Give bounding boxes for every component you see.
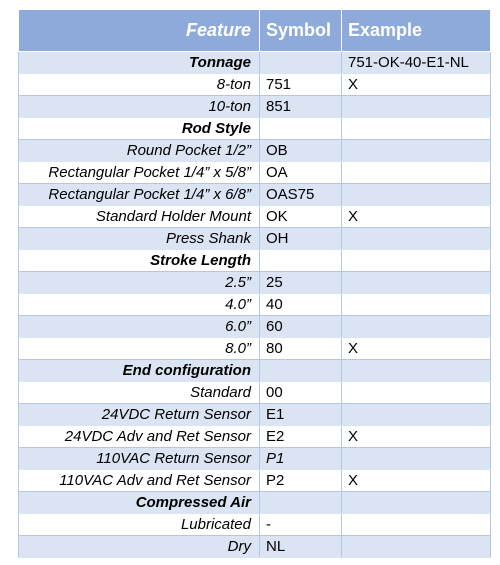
example-cell bbox=[342, 448, 491, 470]
table-row bbox=[19, 74, 491, 96]
table-row bbox=[19, 272, 491, 294]
table-group-row bbox=[19, 118, 491, 140]
feature-cell: Dry bbox=[19, 536, 260, 558]
group-heading-cell: Stroke Length bbox=[19, 250, 260, 272]
example-cell: X bbox=[342, 426, 491, 448]
symbol-cell: 80 bbox=[260, 338, 342, 360]
table-group-row bbox=[19, 52, 491, 74]
table-row bbox=[19, 536, 491, 558]
feature-cell: 8-ton bbox=[19, 74, 260, 96]
table-row bbox=[19, 228, 491, 250]
symbol-cell: OAS75 bbox=[260, 184, 342, 206]
feature-cell: 110VAC Adv and Ret Sensor bbox=[19, 470, 260, 492]
table-row bbox=[19, 382, 491, 404]
feature-cell: 24VDC Adv and Ret Sensor bbox=[19, 426, 260, 448]
feature-cell: Rectangular Pocket 1/4” x 6/8” bbox=[19, 184, 260, 206]
table-row bbox=[19, 338, 491, 360]
feature-column-header: Feature bbox=[19, 10, 260, 52]
symbol-cell: E2 bbox=[260, 426, 342, 448]
feature-cell: 6.0” bbox=[19, 316, 260, 338]
table-body bbox=[19, 52, 491, 558]
example-cell: X bbox=[342, 206, 491, 228]
table-group-row bbox=[19, 492, 491, 514]
options-table-container bbox=[18, 9, 490, 558]
example-cell bbox=[342, 316, 491, 338]
example-cell bbox=[342, 536, 491, 558]
table-row bbox=[19, 470, 491, 492]
symbol-cell: 00 bbox=[260, 382, 342, 404]
table-row bbox=[19, 514, 491, 536]
symbol-cell: E1 bbox=[260, 404, 342, 426]
symbol-cell: 851 bbox=[260, 96, 342, 118]
example-cell bbox=[342, 96, 491, 118]
feature-cell: 8.0” bbox=[19, 338, 260, 360]
example-cell bbox=[342, 294, 491, 316]
symbol-cell: OH bbox=[260, 228, 342, 250]
table-row bbox=[19, 294, 491, 316]
feature-cell: Press Shank bbox=[19, 228, 260, 250]
symbol-column-header: Symbol bbox=[260, 10, 342, 52]
table-group-row bbox=[19, 360, 491, 382]
group-heading-cell: Compressed Air bbox=[19, 492, 260, 514]
group-heading-cell: Tonnage bbox=[19, 52, 260, 74]
symbol-cell: 40 bbox=[260, 294, 342, 316]
feature-cell: Rectangular Pocket 1/4” x 5/8” bbox=[19, 162, 260, 184]
feature-cell: Round Pocket 1/2” bbox=[19, 140, 260, 162]
feature-cell: 110VAC Return Sensor bbox=[19, 448, 260, 470]
symbol-cell bbox=[260, 118, 342, 140]
symbol-cell bbox=[260, 52, 342, 74]
feature-cell: 24VDC Return Sensor bbox=[19, 404, 260, 426]
table-group-row bbox=[19, 250, 491, 272]
example-cell bbox=[342, 184, 491, 206]
table-row bbox=[19, 184, 491, 206]
symbol-cell: P2 bbox=[260, 470, 342, 492]
table-row bbox=[19, 404, 491, 426]
example-cell bbox=[342, 492, 491, 514]
table-row bbox=[19, 96, 491, 118]
symbol-cell bbox=[260, 360, 342, 382]
symbol-cell: OK bbox=[260, 206, 342, 228]
example-cell bbox=[342, 360, 491, 382]
example-cell: X bbox=[342, 470, 491, 492]
symbol-cell: 60 bbox=[260, 316, 342, 338]
group-heading-cell: Rod Style bbox=[19, 118, 260, 140]
options-table bbox=[18, 9, 491, 558]
symbol-cell: - bbox=[260, 514, 342, 536]
symbol-cell: NL bbox=[260, 536, 342, 558]
example-cell bbox=[342, 272, 491, 294]
symbol-cell bbox=[260, 492, 342, 514]
symbol-cell: OA bbox=[260, 162, 342, 184]
feature-cell: 10-ton bbox=[19, 96, 260, 118]
symbol-cell: OB bbox=[260, 140, 342, 162]
table-row bbox=[19, 448, 491, 470]
example-cell bbox=[342, 140, 491, 162]
table-row bbox=[19, 140, 491, 162]
example-cell bbox=[342, 162, 491, 184]
example-cell bbox=[342, 514, 491, 536]
table-row bbox=[19, 206, 491, 228]
table-row bbox=[19, 162, 491, 184]
group-heading-cell: End configuration bbox=[19, 360, 260, 382]
table-header-row bbox=[19, 10, 491, 52]
feature-cell: Standard bbox=[19, 382, 260, 404]
example-cell bbox=[342, 118, 491, 140]
feature-cell: 2.5” bbox=[19, 272, 260, 294]
example-cell bbox=[342, 382, 491, 404]
symbol-cell bbox=[260, 250, 342, 272]
table-row bbox=[19, 426, 491, 448]
feature-cell: Lubricated bbox=[19, 514, 260, 536]
example-cell: X bbox=[342, 338, 491, 360]
symbol-cell: 751 bbox=[260, 74, 342, 96]
table-row bbox=[19, 316, 491, 338]
example-cell bbox=[342, 404, 491, 426]
symbol-cell: 25 bbox=[260, 272, 342, 294]
feature-cell: 4.0” bbox=[19, 294, 260, 316]
example-cell: X bbox=[342, 74, 491, 96]
symbol-cell: P1 bbox=[260, 448, 342, 470]
example-cell bbox=[342, 250, 491, 272]
example-column-header: Example bbox=[342, 10, 491, 52]
feature-cell: Standard Holder Mount bbox=[19, 206, 260, 228]
example-cell: 751-OK-40-E1-NL bbox=[342, 52, 491, 74]
example-cell bbox=[342, 228, 491, 250]
